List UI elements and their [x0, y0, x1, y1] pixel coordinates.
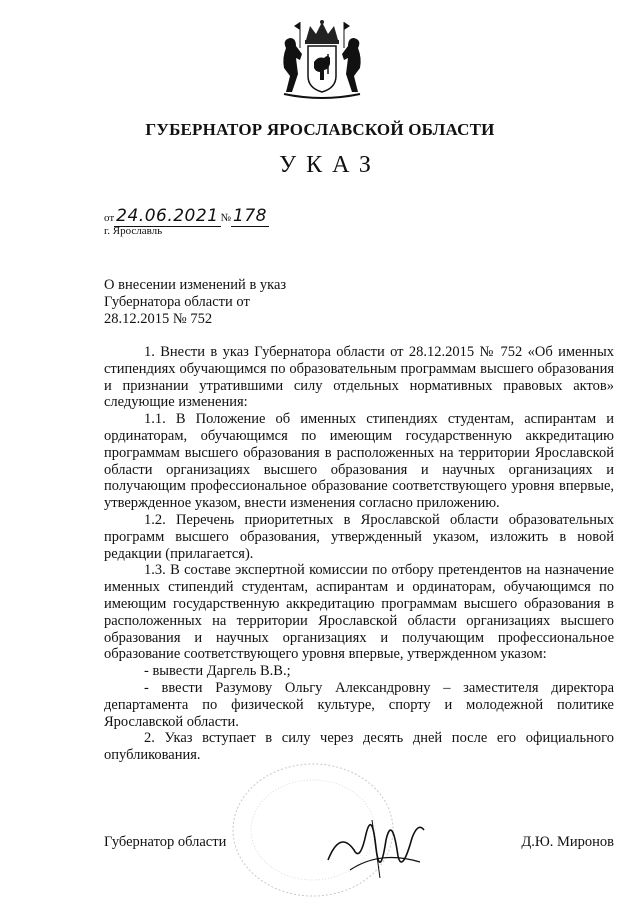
document-date-number: [104, 206, 269, 226]
signatory-position: Губернатор области: [104, 834, 227, 850]
document-body: [104, 344, 614, 764]
handwritten-signature: [320, 800, 440, 890]
signatory-name: Д.Ю. Миронов: [521, 834, 614, 850]
paragraph-1: 1. Внести в указ Губернатора области от 28.12.2015 № 752 «Об именных стипендиях обучающимся по образовательным программам высшего образования и признании утратившими силу отдельных нормативных правовых актов» следующие изменения:: [104, 344, 614, 411]
subject-line: О внесении изменений в указ: [104, 277, 287, 293]
paragraph-1-2: 1.2. Перечень приоритетных в Ярославской области образовательных программ высшего образования, утвержденный указом, изложить в новой редакции (прилагается).: [104, 511, 614, 562]
document-subject: [104, 277, 364, 328]
subject-line: 28.12.2015 № 752: [104, 311, 213, 327]
document-date: 24.06.2021: [116, 206, 219, 226]
paragraph-2: 2. Указ вступает в силу через десять дней после его официального опубликования.: [104, 730, 614, 764]
list-item-remove: - вывести Даргель В.В.;: [144, 663, 291, 680]
coat-of-arms-emblem: [272, 18, 372, 106]
list-item-add: - ввести Разумову Ольгу Александровну – заместителя директора департамента по физической культуре, спорту и молодежной политике Ярославской области.: [104, 679, 614, 730]
paragraph-1-3: 1.3. В составе экспертной комиссии по отбору претендентов на назначение именных стипендий студентам, аспирантам и ординаторам, обучающимся по имеющим государственную аккредитацию программам высшего образования в расположенных на территории Ярославской области организациях высшего образования и научных организациях и получающим профессиональное образование соответствующего уровня впервые, утвержденном указом:: [104, 562, 614, 663]
document-number: 178: [233, 206, 267, 226]
document-type-title: УКАЗ: [279, 152, 381, 178]
paragraph-1-1: 1.1. В Положение об именных стипендиях студентам, аспирантам и ординаторам, обучающимся по имеющим государственную аккредитацию программам высшего образования в расположенных на территории Ярославской области организациях высшего образования и научных организациях и получающим профессиональное образование соответствующего уровня впервые, утвержденное указом, внести изменения согласно приложению.: [104, 411, 614, 512]
issuing-authority-title: ГУБЕРНАТОР ЯРОСЛАВСКОЙ ОБЛАСТИ: [145, 120, 495, 139]
date-prefix: от: [104, 212, 115, 224]
document-city: г. Ярославль: [104, 225, 163, 237]
subject-line: Губернатора области от: [104, 294, 250, 310]
number-prefix: №: [220, 212, 232, 224]
